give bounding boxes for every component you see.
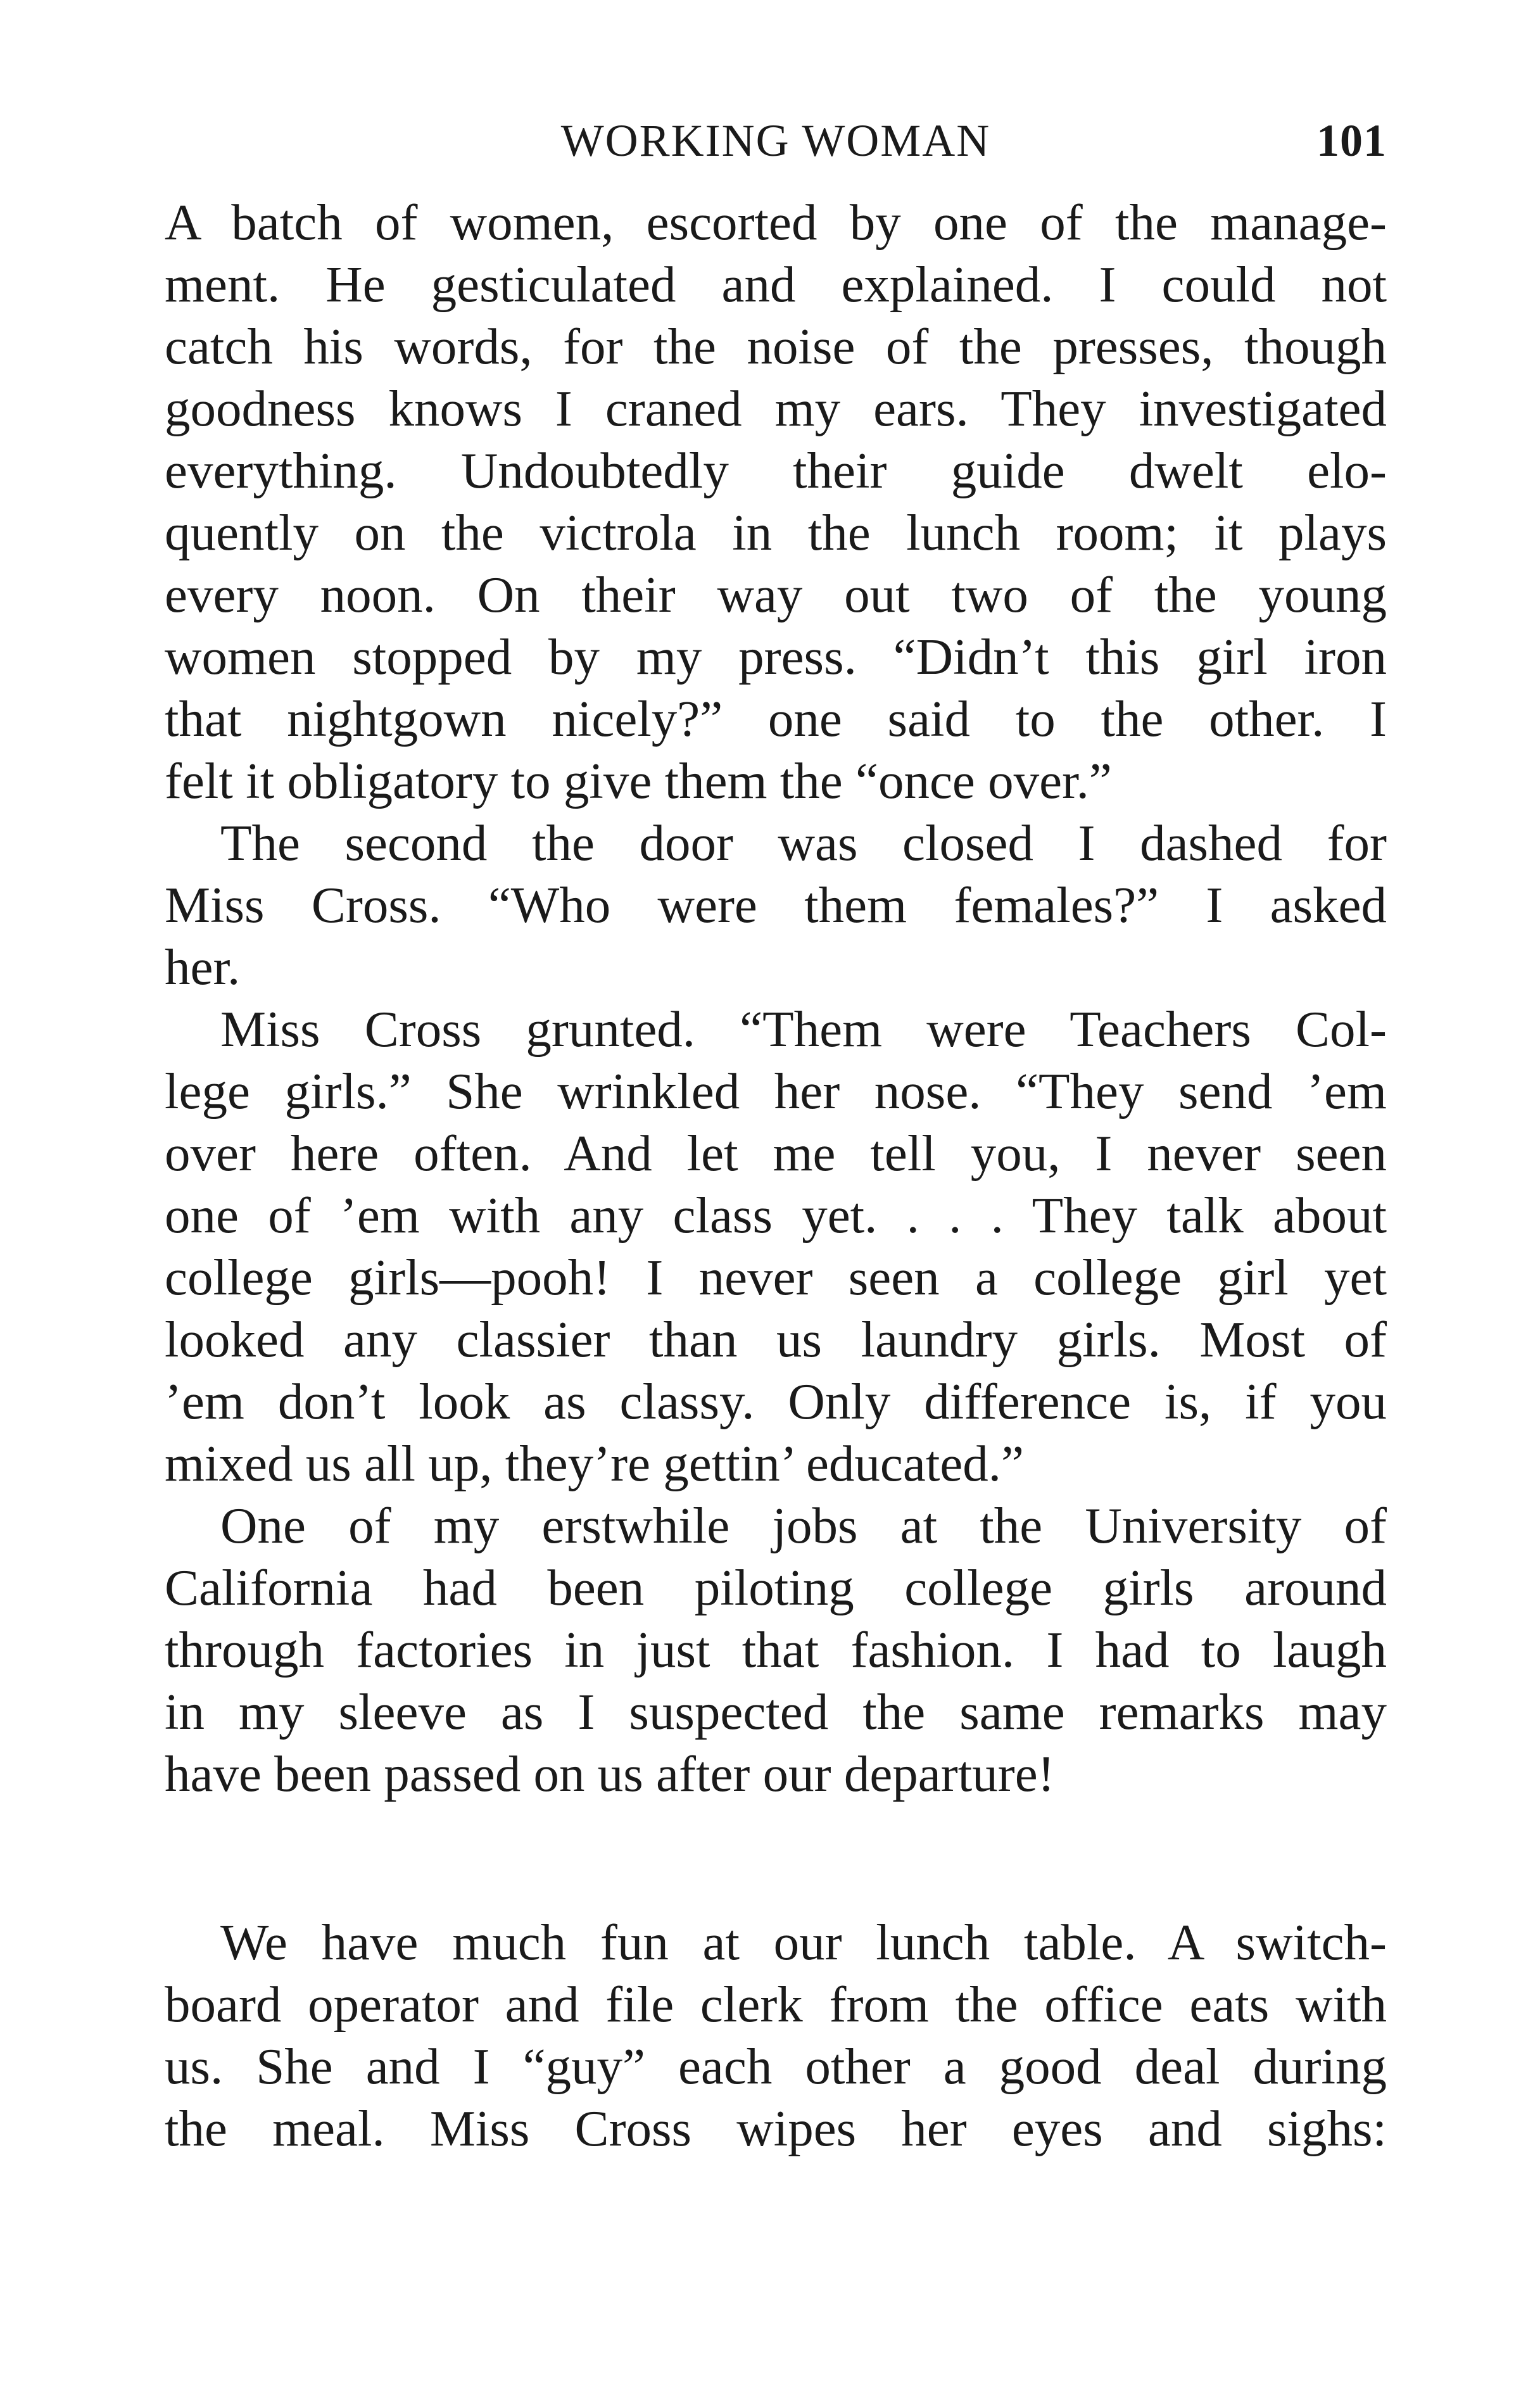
text-line: mixed us all up, they’re gettin’ educated.”	[165, 1435, 1024, 1492]
paragraph	[165, 1911, 1387, 2159]
paragraph	[165, 1495, 1387, 1805]
text-line: women stopped by my press. “Didn’t this girl iron	[165, 628, 1387, 685]
text-line: her.	[165, 939, 241, 996]
page-number: 101	[1316, 115, 1387, 166]
text-line: California had been piloting college girls around	[165, 1559, 1387, 1616]
text-line: ’em don’t look as classy. Only difference is, if you	[165, 1373, 1387, 1430]
text-line: board operator and file clerk from the office eats with	[165, 1976, 1387, 2033]
running-title: WORKING WOMAN	[560, 115, 991, 166]
text-line: in my sleeve as I suspected the same remarks may	[165, 1683, 1387, 1740]
text-line: felt it obligatory to give them the “once over.”	[165, 752, 1112, 809]
text-line: one of ’em with any class yet. . . . They talk about	[165, 1187, 1387, 1244]
text-line: us. She and I “guy” each other a good deal during	[165, 2038, 1387, 2095]
text-line: college girls—pooh! I never seen a college girl yet	[165, 1249, 1387, 1306]
text-line: that nightgown nicely?” one said to the other. I	[165, 690, 1387, 747]
paragraph	[165, 191, 1387, 812]
section-break	[165, 1805, 1387, 1911]
text-line: ment. He gesticulated and explained. I could not	[165, 256, 1387, 313]
text-line: A batch of women, escorted by one of the manage-	[165, 194, 1387, 251]
text-line: quently on the victrola in the lunch room; it plays	[165, 504, 1387, 561]
text-line: goodness knows I craned my ears. They investigated	[165, 380, 1387, 437]
page-header	[165, 109, 1387, 172]
text-line: Miss Cross grunted. “Them were Teachers Col-	[220, 1001, 1387, 1058]
text-line: everything. Undoubtedly their guide dwelt elo-	[165, 442, 1387, 499]
text-line: We have much fun at our lunch table. A switch-	[220, 1914, 1387, 1971]
text-line: catch his words, for the noise of the presses, though	[165, 318, 1387, 375]
text-line: The second the door was closed I dashed for	[220, 814, 1387, 871]
text-line: looked any classier than us laundry girls. Most of	[165, 1311, 1387, 1368]
text-line: lege girls.” She wrinkled her nose. “They send ’em	[165, 1063, 1387, 1120]
text-line: One of my erstwhile jobs at the University of	[220, 1497, 1387, 1554]
text-line: over here often. And let me tell you, I never seen	[165, 1125, 1387, 1182]
text-line: the meal. Miss Cross wipes her eyes and sighs:	[165, 2100, 1387, 2157]
body-text	[165, 191, 1387, 2159]
text-line: through factories in just that fashion. I had to laugh	[165, 1621, 1387, 1678]
paragraph	[165, 998, 1387, 1495]
paragraph	[165, 812, 1387, 998]
text-line: have been passed on us after our departure!	[165, 1745, 1055, 1802]
text-line: Miss Cross. “Who were them females?” I asked	[165, 876, 1387, 933]
text-line: every noon. On their way out two of the young	[165, 566, 1387, 623]
